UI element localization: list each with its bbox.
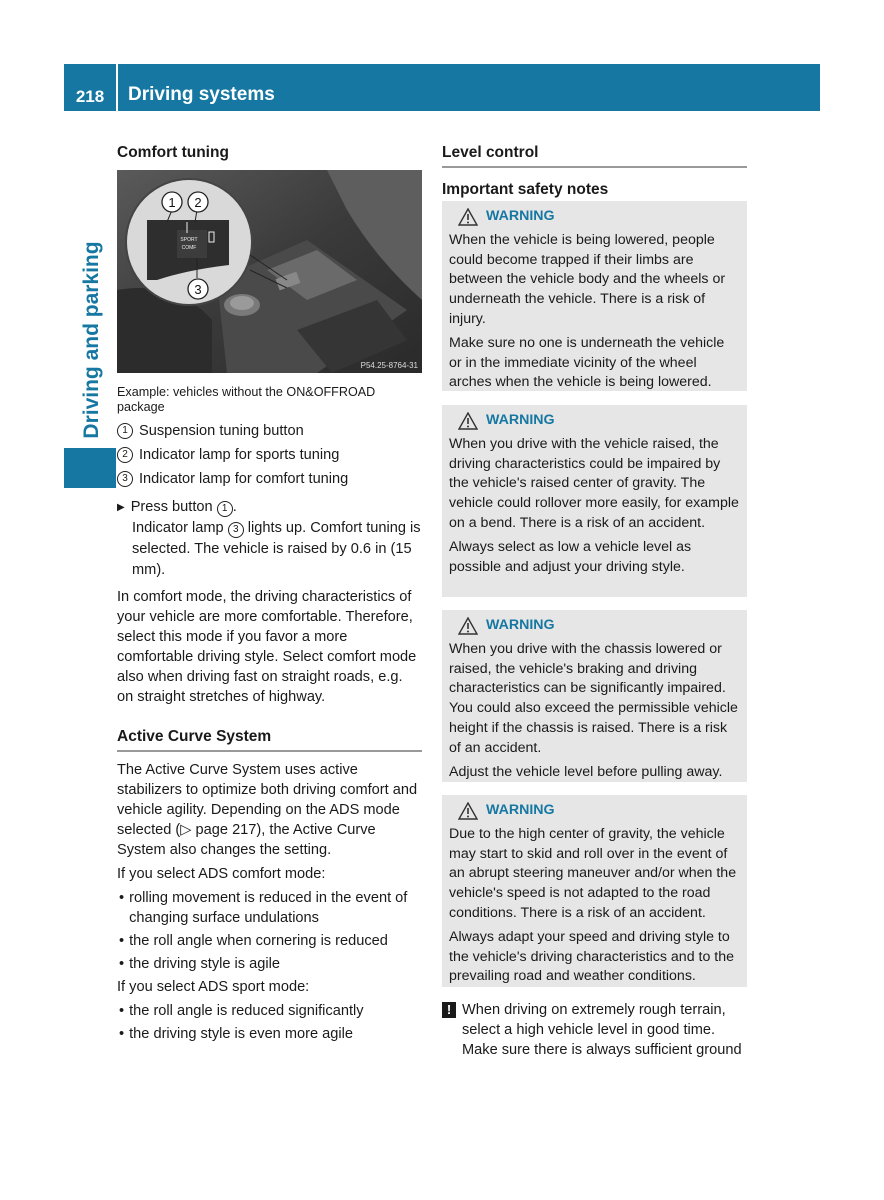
figure-ref-code: P54.25-8764-31 (360, 361, 418, 370)
level-control-heading-wrap (442, 143, 747, 200)
step-result-b: lights up. Comfort tuning is selected. The vehicle is raised by 0.6 in (15 mm). (132, 520, 421, 578)
step-result-a: Indicator lamp (132, 520, 224, 536)
section-title: Driving systems (128, 84, 275, 105)
header-divider (116, 64, 118, 111)
warning-triangle-icon (458, 802, 478, 820)
legend-text: Indicator lamp for sports tuning (139, 447, 340, 463)
left-body (117, 385, 422, 1044)
warning-text: When you drive with the vehicle raised, the driving characteristics could be impaired by the vehicle's raised center of gravity. The vehicle could rollover more easily, for example on a bend. There is a risk of an accident. (449, 435, 739, 531)
comfort-tuning-heading: Comfort tuning (117, 144, 229, 161)
warning-triangle-icon (458, 208, 478, 226)
warning-box (442, 201, 747, 391)
warning-text: When the vehicle is being lowered, people could become trapped if their limbs are between the vehicle body and the wheels or underneath the vehicle. There is a risk of injury. (449, 231, 726, 327)
side-tab-label: Driving and parking (80, 241, 103, 439)
note-block (442, 1000, 747, 1060)
warning-text: Due to the high center of gravity, the vehicle may start to skid and roll over in the event of an abrupt steering maneuver and/or when the vehicle's speed is not adapted to the road conditions. There is a risk of an accident. (449, 825, 737, 921)
figure-center-console (117, 170, 422, 373)
warning-box (442, 610, 747, 782)
step-suffix: . (232, 499, 237, 515)
legend-item (117, 467, 422, 491)
comfort-mode-paragraph: In comfort mode, the driving characteristics of your vehicle are more comfortable. Therefore, select this mode if you favor a more comfortable driving style. Select comfort mode also when driving fast on straight roads, e.g. on straight stretches of highway. (117, 589, 417, 705)
level-control-heading: Level control (442, 143, 747, 168)
side-tab-marker (64, 448, 116, 488)
legend-number: 2 (117, 447, 133, 463)
warning-header (458, 411, 740, 431)
bullet-text: the driving style is even more agile (129, 1026, 353, 1042)
warning-header (458, 207, 740, 227)
sport-mode-intro: If you select ADS sport mode: (117, 979, 310, 995)
list-item: • the driving style is agile (119, 956, 280, 972)
warning-header (458, 616, 740, 636)
legend-number: 3 (117, 471, 133, 487)
warning-triangle-icon (458, 617, 478, 635)
list-item: • the roll angle is reduced significantly (119, 1003, 364, 1019)
page-number: 218 (75, 87, 105, 106)
step-number: 1 (217, 501, 233, 517)
warning-label: WARNING (486, 802, 555, 818)
warning-label: WARNING (486, 412, 555, 428)
warning-text: Always adapt your speed and driving style to the vehicle's driving characteristics and to the prevailing road and weather conditions. (449, 928, 735, 985)
warning-label: WARNING (486, 208, 555, 224)
sport-label: SPORT (180, 237, 198, 243)
callout-3: 3 (194, 282, 202, 297)
callout-2: 2 (194, 195, 202, 210)
comf-label: COMF (181, 245, 197, 251)
safety-notes-heading: Important safety notes (442, 181, 609, 198)
callout-1: 1 (168, 195, 176, 210)
bullet-text: rolling movement is reduced in the event of changing surface undulations (129, 890, 408, 926)
figure-caption: Example: vehicles without the ON&OFFROAD package (117, 385, 376, 414)
warning-text: When you drive with the chassis lowered or raised, the vehicle's braking and driving characteristics can be significantly impaired. You could also exceed the permissible vehicle height if the chassis is raised. There is a risk of an accident. (449, 640, 738, 756)
bullet-text: the roll angle when cornering is reduced (129, 933, 388, 949)
warning-text: Adjust the vehicle level before pulling away. (449, 763, 723, 780)
legend-text: Indicator lamp for comfort tuning (139, 471, 349, 487)
instruction-step (117, 497, 422, 518)
warning-box (442, 795, 747, 987)
note-text: When driving on extremely rough terrain, select a high vehicle level in good time. Make sure there is always sufficient ground (462, 1002, 742, 1058)
warning-triangle-icon (458, 412, 478, 430)
warning-header (458, 801, 740, 821)
legend-text: Suspension tuning button (139, 423, 304, 439)
step-arrow-icon: ▶ (117, 502, 125, 513)
warning-text: Always select as low a vehicle level as possible and adjust your driving style. (449, 538, 692, 575)
warning-box (442, 405, 747, 597)
bullet-text: the driving style is agile (129, 956, 280, 972)
step-prefix: Press button (130, 499, 213, 515)
legend-item (117, 419, 422, 443)
step-result-number: 3 (228, 522, 244, 538)
comfort-tuning-heading-wrap (117, 143, 422, 163)
list-item: • the driving style is even more agile (119, 1026, 353, 1042)
legend-item (117, 443, 422, 467)
bullet-text: the roll angle is reduced significantly (129, 1003, 364, 1019)
step-result (117, 518, 422, 581)
exclamation-icon: ! (442, 1002, 456, 1018)
warning-label: WARNING (486, 617, 555, 633)
list-item: • rolling movement is reduced in the event of changing surface undulations (117, 888, 422, 928)
material-damage-note (442, 1000, 747, 1060)
comfort-mode-intro: If you select ADS comfort mode: (117, 866, 326, 882)
legend-number: 1 (117, 423, 133, 439)
active-curve-heading: Active Curve System (117, 727, 422, 752)
warning-text: Make sure no one is underneath the vehicle or in the immediate vicinity of the wheel arches when the vehicle is being lowered. (449, 334, 725, 391)
list-item: • the roll angle when cornering is reduced (119, 933, 388, 949)
center-console-illustration (117, 170, 422, 373)
acs-paragraph: The Active Curve System uses active stabilizers to optimize both driving comfort and vehicle agility. Depending on the ADS mode selected (▷ page 217), the Active Curve System also changes the setting. (117, 762, 418, 858)
